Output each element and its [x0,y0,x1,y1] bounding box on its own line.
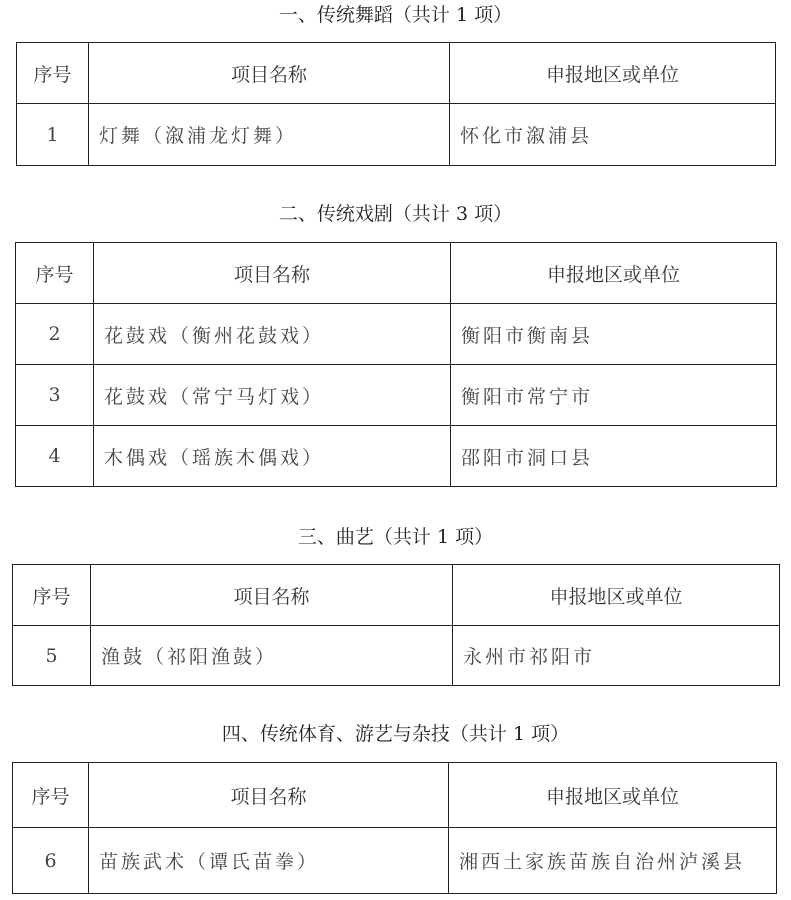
header-name: 项目名称 [89,763,449,828]
header-region: 申报地区或单位 [453,565,780,626]
row-index: 4 [16,426,94,487]
header-row [13,565,780,626]
table-row [16,426,777,487]
row-region: 衡阳市衡南县 [451,304,777,365]
header-index: 序号 [16,243,94,304]
section-title: 四、传统体育、游艺与杂技（共计 1 项） [221,723,570,745]
row-index: 5 [13,626,91,686]
heritage-table [15,242,777,487]
section-title: 一、传统舞蹈（共计 1 项） [278,4,513,26]
header-region: 申报地区或单位 [451,243,777,304]
row-item-name: 木偶戏（瑶族木偶戏） [94,426,451,487]
row-index: 6 [13,828,89,894]
header-name: 项目名称 [91,565,453,626]
section-title: 二、传统戏剧（共计 3 项） [278,203,513,225]
table-row [16,304,777,365]
header-row [17,43,776,104]
heritage-table [12,762,777,894]
header-region: 申报地区或单位 [449,763,777,828]
header-name: 项目名称 [94,243,451,304]
row-item-name: 花鼓戏（常宁马灯戏） [94,365,451,426]
header-index: 序号 [17,43,89,104]
row-item-name: 灯舞（溆浦龙灯舞） [89,104,450,166]
heritage-table [12,564,780,686]
row-item-name: 苗族武术（谭氏苗拳） [89,828,449,894]
table-row [17,104,776,166]
header-index: 序号 [13,565,91,626]
row-index: 1 [17,104,89,166]
header-row [16,243,777,304]
row-region: 怀化市溆浦县 [450,104,776,166]
row-region: 邵阳市洞口县 [451,426,777,487]
header-name: 项目名称 [89,43,450,104]
row-item-name: 渔鼓（祁阳渔鼓） [91,626,453,686]
row-index: 2 [16,304,94,365]
header-row [13,763,777,828]
table-row [13,626,780,686]
header-index: 序号 [13,763,89,828]
row-region: 湘西土家族苗族自治州泸溪县 [449,828,777,894]
table-row [13,828,777,894]
header-region: 申报地区或单位 [450,43,776,104]
table-row [16,365,777,426]
section-title: 三、曲艺（共计 1 项） [297,526,494,548]
row-region: 永州市祁阳市 [453,626,780,686]
heritage-table [16,42,776,166]
row-item-name: 花鼓戏（衡州花鼓戏） [94,304,451,365]
row-index: 3 [16,365,94,426]
row-region: 衡阳市常宁市 [451,365,777,426]
